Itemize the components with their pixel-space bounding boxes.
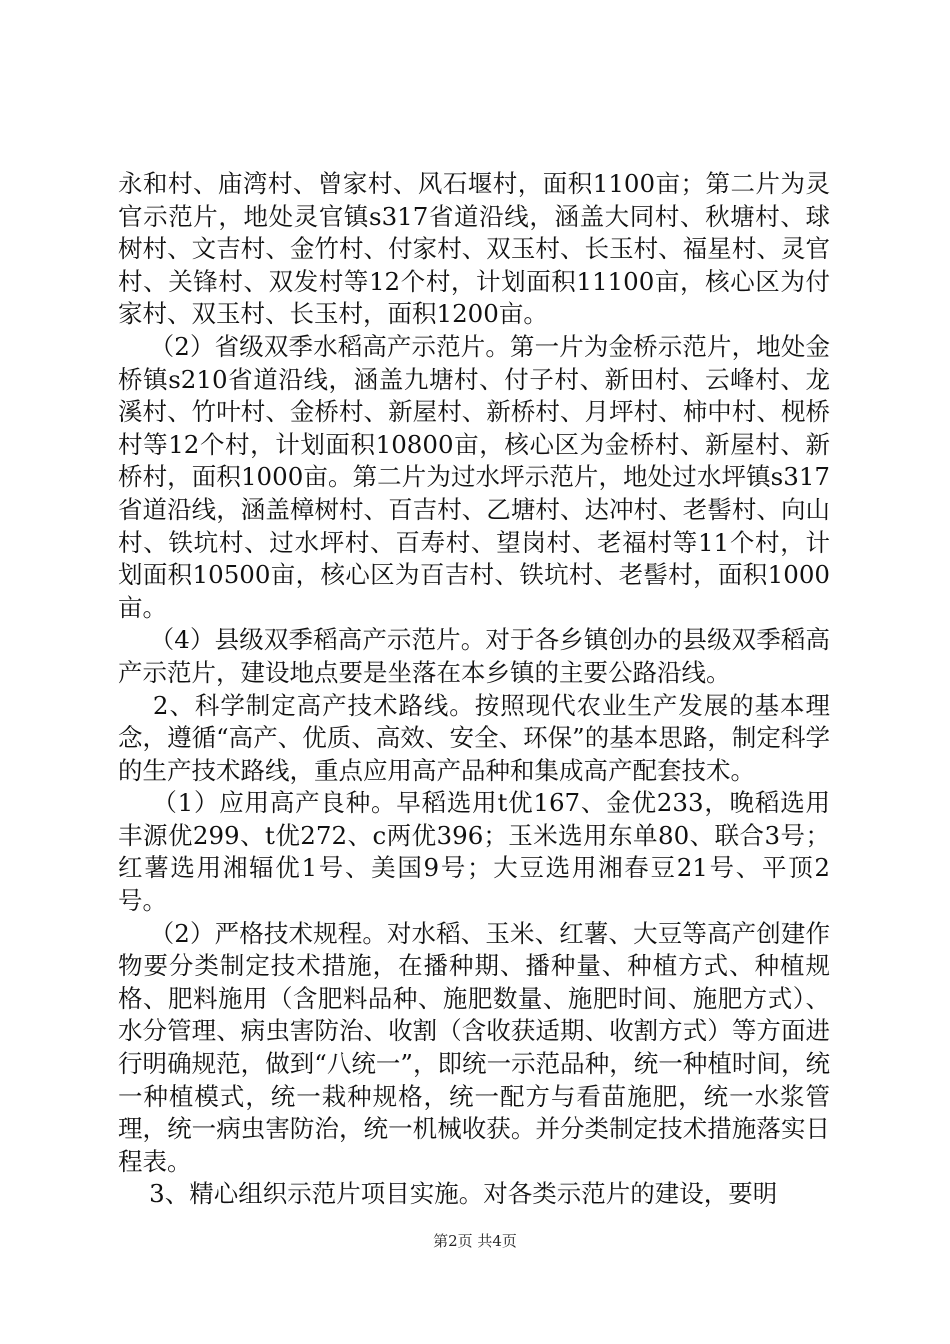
page-footer: 第2页 共4页 bbox=[433, 1232, 517, 1250]
paragraph-1: 永和村、庙湾村、曾家村、风石堰村，面积1100亩；第二片为灵官示范片，地处灵官镇s317省道沿线，涵盖大同村、秋塘村、球树村、文吉村、金竹村、付家村、双玉村、长玉村、福星村、灵官村、关锋村、双发村等12个村，计划面积11100亩，核心区为付家村、双玉村、长玉村，面积1200亩。 bbox=[118, 169, 830, 329]
paragraph-6: （2）严格技术规程。对水稻、玉米、红薯、大豆等高产创建作物要分类制定技术措施，在播种期、播种量、种植方式、种植规格、肥料施用（含肥料品种、施肥数量、施肥时间、施肥方式）、水分管理、病虫害防治、收割（含收获适期、收割方式）等方面进行明确规范，做到“八统一”，即统一示范品种，统一种植时间，统一种植模式，统一栽种规格，统一配方与看苗施肥，统一水浆管理，统一病虫害防治，统一机械收获。并分类制定技术措施落实日程表。 bbox=[118, 918, 830, 1176]
paragraph-3: （4）县级双季稻高产示范片。对于各乡镇创办的县级双季稻高产示范片，建设地点要是坐落在本乡镇的主要公路沿线。 bbox=[118, 625, 830, 687]
paragraph-2: （2）省级双季水稻高产示范片。第一片为金桥示范片，地处金桥镇s210省道沿线，涵盖九塘村、付子村、新田村、云峰村、龙溪村、竹叶村、金桥村、新屋村、新桥村、月坪村、柿中村、枧桥村等12个村，计划面积10800亩，核心区为金桥村、新屋村、新桥村，面积1000亩。第二片为过水坪示范片，地处过水坪镇s317省道沿线，涵盖樟树村、百吉村、乙塘村、达冲村、老髻村、向山村、铁坑村、过水坪村、百寿村、望岗村、老福村等11个村，计划面积10500亩，核心区为百吉村、铁坑村、老髻村，面积1000亩。 bbox=[118, 331, 830, 622]
paragraph-7: 3、精心组织示范片项目实施。对各类示范片的建设，要明 bbox=[118, 1179, 778, 1209]
paragraph-4: 2、科学制定高产技术路线。按照现代农业生产发展的基本理念，遵循“高产、优质、高效、安全、环保”的基本思路，制定科学的生产技术路线，重点应用高产品种和集成高产配套技术。 bbox=[118, 690, 830, 785]
paragraph-5: （1）应用高产良种。早稻选用t优167、金优233，晚稻选用丰源优299、t优272、c两优396；玉米选用东单80、联合3号；红薯选用湘辐优1号、美国9号；大豆选用湘春豆21号、平顶2号。 bbox=[118, 788, 830, 916]
document-body bbox=[118, 168, 830, 1211]
